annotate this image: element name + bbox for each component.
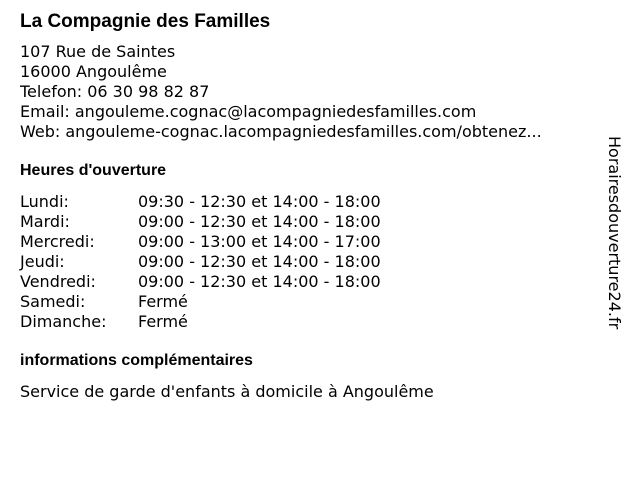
hours-day: Lundi:	[20, 192, 69, 211]
hours-time: 09:00 - 12:30 et 14:00 - 18:00	[138, 252, 381, 271]
hours-row-monday	[20, 192, 600, 212]
hours-day: Dimanche:	[20, 312, 107, 331]
opening-hours-heading: Heures d'ouverture	[20, 162, 167, 179]
website-url: Web: angouleme-cognac.lacompagniedesfamilles.com/obtenez...	[20, 122, 542, 141]
hours-day: Vendredi:	[20, 272, 96, 291]
hours-day: Samedi:	[20, 292, 86, 311]
hours-row-wednesday	[20, 232, 600, 252]
hours-day: Mardi:	[20, 212, 70, 231]
opening-hours-table	[20, 192, 600, 332]
hours-row-friday	[20, 272, 600, 292]
hours-row-sunday	[20, 312, 600, 332]
phone-number: Telefon: 06 30 98 82 87	[20, 82, 210, 101]
hours-row-saturday	[20, 292, 600, 312]
business-card	[20, 10, 600, 402]
additional-info-heading: informations complémentaires	[20, 352, 253, 369]
hours-time: Fermé	[138, 312, 188, 331]
site-brand-vertical: Horairesdouverture24.fr	[605, 136, 624, 330]
hours-time: 09:30 - 12:30 et 14:00 - 18:00	[138, 192, 381, 211]
hours-time: 09:00 - 13:00 et 14:00 - 17:00	[138, 232, 381, 251]
address-city: 16000 Angoulême	[20, 62, 167, 81]
hours-time: 09:00 - 12:30 et 14:00 - 18:00	[138, 212, 381, 231]
hours-day: Mercredi:	[20, 232, 95, 251]
address-street: 107 Rue de Saintes	[20, 42, 176, 61]
hours-row-tuesday	[20, 212, 600, 232]
hours-time: 09:00 - 12:30 et 14:00 - 18:00	[138, 272, 381, 291]
hours-time: Fermé	[138, 292, 188, 311]
additional-info-text: Service de garde d'enfants à domicile à Angoulême	[20, 382, 434, 401]
hours-row-thursday	[20, 252, 600, 272]
hours-day: Jeudi:	[20, 252, 65, 271]
email-address: Email: angouleme.cognac@lacompagniedesfamilles.com	[20, 102, 477, 121]
business-name: La Compagnie des Familles	[20, 11, 271, 32]
